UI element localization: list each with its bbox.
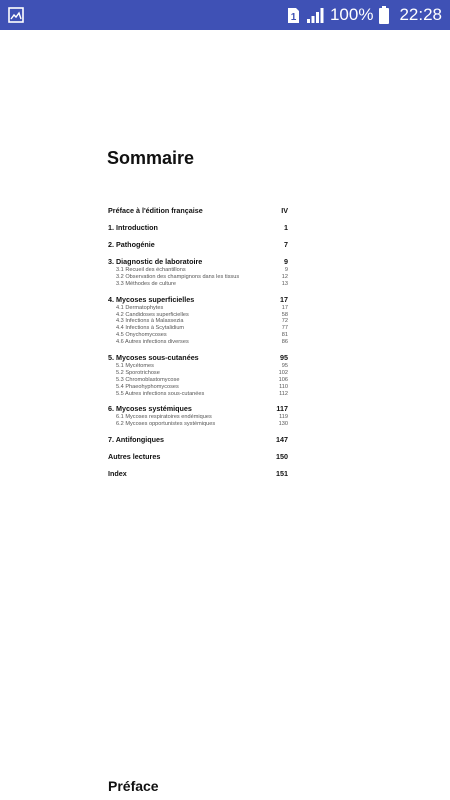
toc-subentry-label: 4.2 Candidoses superficielles <box>116 311 189 318</box>
toc-entry-page: 117 <box>276 404 288 414</box>
toc-subentry-page: 17 <box>281 304 288 311</box>
toc-subentry-label: 3.3 Méthodes de culture <box>116 280 177 287</box>
document-page[interactable] <box>0 30 450 800</box>
toc-subentry-label: 5.4 Phaeohyphomycoses <box>116 383 179 390</box>
toc-subentry-page: 102 <box>278 369 288 376</box>
toc-subentry[interactable] <box>108 363 288 370</box>
toc-entry-chapter-1[interactable] <box>108 223 288 233</box>
signal-icon <box>306 7 324 23</box>
toc-subentry-label: 4.3 Infections à Malassezia <box>116 318 184 325</box>
page-title: Sommaire <box>107 148 195 168</box>
next-page-heading: Préface <box>108 778 159 794</box>
toc-subentry[interactable] <box>108 325 288 332</box>
toc-subentry-page: 9 <box>284 267 288 273</box>
toc-subentry[interactable] <box>108 267 288 274</box>
toc-subentry-label: 4.4 Infections à Scytalidium <box>116 325 185 332</box>
toc-subentry[interactable] <box>108 281 288 288</box>
clock: 22:28 <box>399 5 442 24</box>
toc-entry-page: 147 <box>276 435 288 445</box>
toc-entry-label: 5. Mycoses sous-cutanées <box>108 353 199 363</box>
toc-subentry[interactable] <box>108 377 288 384</box>
toc-subentry[interactable] <box>108 305 288 312</box>
toc-entry-page: 95 <box>280 353 288 363</box>
toc-entry-label: Index <box>108 469 127 479</box>
toc-entry-label: 6. Mycoses systémiques <box>108 404 192 414</box>
toc-subentry-page: 81 <box>281 332 288 339</box>
toc-entry-chapter-6[interactable] <box>108 404 288 414</box>
toc-entry-chapter-7[interactable] <box>108 435 288 445</box>
toc-subentry-label: 3.1 Recueil des échantillons <box>116 267 186 273</box>
toc-entry-chapter-3[interactable] <box>108 257 288 267</box>
toc-subentry-page: 13 <box>281 280 288 287</box>
battery-icon <box>379 6 389 24</box>
toc-subentry-label: 3.2 Observation des champignons dans les tissus <box>116 273 240 280</box>
toc-subentry-page: 86 <box>281 339 288 346</box>
toc-subentry[interactable] <box>108 274 288 281</box>
toc-subentry-page: 110 <box>279 383 288 390</box>
toc-entry-index[interactable] <box>108 469 288 479</box>
toc-entry-label: Autres lectures <box>108 452 161 462</box>
toc-entry-other-reading[interactable] <box>108 452 288 462</box>
toc-entry-page: 151 <box>276 469 288 479</box>
toc-subentry-page: 130 <box>278 421 288 428</box>
toc-subentry-label: 6.1 Mycoses respiratoires endémiques <box>116 414 212 421</box>
toc-subentry-label: 4.6 Autres infections diverses <box>116 339 189 346</box>
toc-subentry-page: 95 <box>281 363 288 370</box>
toc-entry-label: 2. Pathogénie <box>108 240 155 249</box>
status-bar <box>0 0 450 30</box>
table-of-contents <box>108 206 288 479</box>
toc-entry-chapter-5[interactable] <box>108 353 288 363</box>
toc-subentry-page: 72 <box>281 318 288 325</box>
toc-entry-chapter-4[interactable] <box>108 295 288 305</box>
toc-subentry-label: 5.5 Autres infections sous-cutanées <box>116 390 205 397</box>
battery-percent: 100% <box>329 5 374 24</box>
toc-subentry[interactable] <box>108 384 288 391</box>
toc-entry-page: 7 <box>284 240 288 249</box>
toc-entry-label: Préface à l'édition française <box>108 206 203 215</box>
toc-entry-preface[interactable] <box>108 206 288 216</box>
toc-entry-page: 9 <box>284 257 288 266</box>
gallery-icon <box>8 7 24 23</box>
toc-subentry-page: 12 <box>281 273 288 280</box>
toc-subentry[interactable] <box>108 332 288 339</box>
toc-entry-page: IV <box>281 206 288 215</box>
toc-subentry-page: 77 <box>281 325 288 332</box>
toc-subentry-label: 5.2 Sporotrichose <box>116 369 160 376</box>
toc-entry-label: 1. Introduction <box>108 223 158 232</box>
toc-subentry[interactable] <box>108 421 288 428</box>
toc-subentry[interactable] <box>108 414 288 421</box>
toc-subentry-page: 112 <box>279 390 288 397</box>
toc-subentry[interactable] <box>108 391 288 398</box>
toc-entry-label: 4. Mycoses superficielles <box>108 294 195 304</box>
toc-subentry[interactable] <box>108 312 288 319</box>
toc-subentry-page: 119 <box>279 414 288 421</box>
toc-subentry[interactable] <box>108 370 288 377</box>
toc-subentry-page: 58 <box>281 311 288 318</box>
toc-entry-label: 7. Antifongiques <box>108 435 165 445</box>
toc-subentry[interactable] <box>108 339 288 346</box>
toc-subentry-label: 5.3 Chromoblastomycose <box>116 376 180 383</box>
toc-subentry[interactable] <box>108 318 288 325</box>
toc-subentry-label: 4.5 Onychomycoses <box>116 332 167 339</box>
toc-subentry-label: 5.1 Mycétomes <box>116 363 154 370</box>
toc-subentry-label: 4.1 Dermatophytes <box>116 304 164 311</box>
sim-icon <box>287 7 300 24</box>
toc-subentry-label: 6.2 Mycoses opportunistes systémiques <box>116 421 216 428</box>
toc-entry-page: 1 <box>284 223 288 232</box>
toc-entry-label: 3. Diagnostic de laboratoire <box>108 257 203 266</box>
toc-entry-page: 150 <box>276 452 288 462</box>
toc-entry-chapter-2[interactable] <box>108 240 288 250</box>
toc-subentry-page: 106 <box>278 376 288 383</box>
toc-entry-page: 17 <box>280 294 288 304</box>
sim-indicator: 1 <box>290 11 297 23</box>
